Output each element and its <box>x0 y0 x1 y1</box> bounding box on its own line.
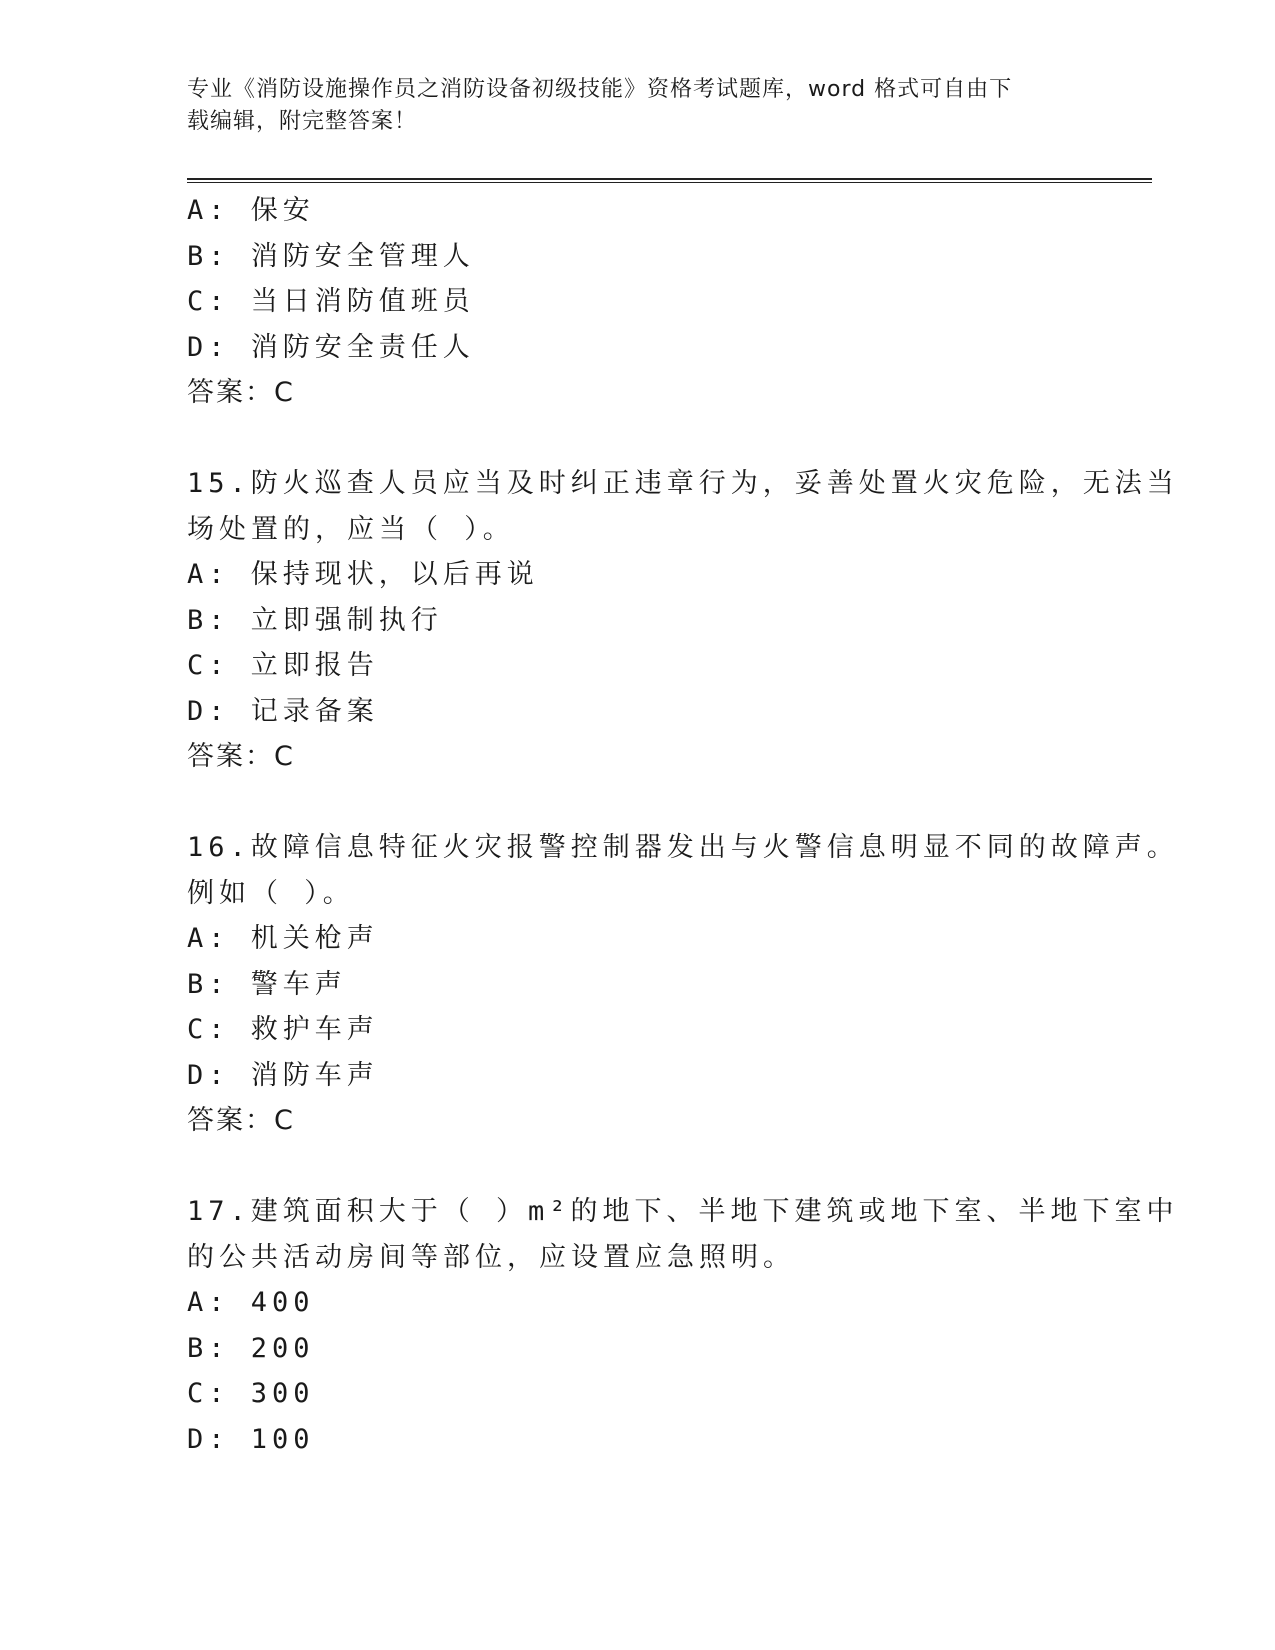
option-c: C: 当日消防值班员 <box>187 286 475 317</box>
option-a: A: 保安 <box>187 195 315 226</box>
header-line-2: 载编辑，附完整答案！ <box>187 109 418 134</box>
option-d: D: 消防安全责任人 <box>187 331 475 363</box>
document-header <box>187 74 1067 138</box>
spacer <box>187 416 1087 462</box>
answer: 答案：C <box>187 1105 295 1136</box>
question-stem-line-2: 的公共活动房间等部位，应设置应急照明。 <box>187 1241 795 1273</box>
option-b: B: 200 <box>187 1332 315 1364</box>
question-stem-line-1: 17.建筑面积大于（ ）m²的地下、半地下建筑或地下室、半地下室中 <box>187 1196 1179 1227</box>
option-a: A: 400 <box>187 1287 315 1318</box>
option-b: B: 立即强制执行 <box>187 604 443 636</box>
option-d: D: 记录备案 <box>187 695 379 727</box>
option-a: A: 机关枪声 <box>187 923 379 954</box>
option-b: B: 警车声 <box>187 968 347 1000</box>
header-divider-thin <box>187 182 1152 183</box>
question-stem-line-2: 场处置的，应当（ ）。 <box>187 513 515 545</box>
question-14 <box>187 188 1087 416</box>
question-17 <box>187 1189 1179 1462</box>
option-d: D: 消防车声 <box>187 1059 379 1091</box>
question-stem-line-1: 16.故障信息特征火灾报警控制器发出与火警信息明显不同的故障声。 <box>187 832 1179 863</box>
question-list <box>187 188 1179 1462</box>
option-c: C: 救护车声 <box>187 1014 379 1045</box>
header-line-1: 专业《消防设施操作员之消防设备初级技能》资格考试题库，word 格式可自由下 <box>187 77 1013 102</box>
question-stem-line-2: 例如（ ）。 <box>187 877 355 909</box>
spacer <box>187 780 1087 826</box>
option-d: D: 100 <box>187 1423 315 1455</box>
answer: 答案：C <box>187 741 295 772</box>
option-c: C: 立即报告 <box>187 650 379 681</box>
option-c: C: 300 <box>187 1378 315 1409</box>
spacer <box>187 1144 1087 1190</box>
option-a: A: 保持现状，以后再说 <box>187 559 539 590</box>
answer: 答案：C <box>187 377 295 408</box>
question-16 <box>187 825 1179 1144</box>
header-divider-thick <box>187 178 1152 180</box>
question-stem-line-1: 15.防火巡查人员应当及时纠正违章行为，妥善处置火灾危险，无法当 <box>187 468 1179 499</box>
option-b: B: 消防安全管理人 <box>187 240 475 272</box>
question-15 <box>187 461 1179 780</box>
